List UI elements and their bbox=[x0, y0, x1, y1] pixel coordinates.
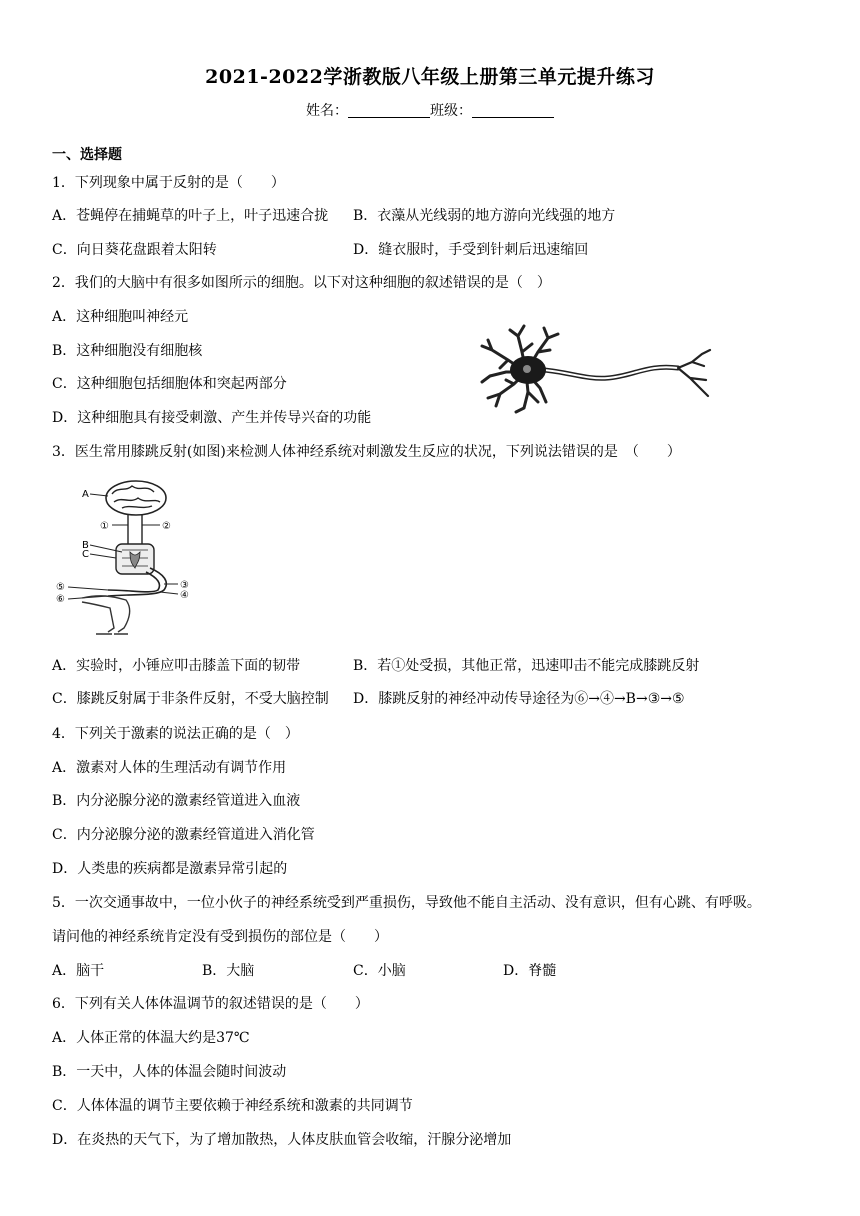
q1-stem: 1．下列现象中属于反射的是（ ） bbox=[52, 175, 285, 191]
class-label: 班级： bbox=[430, 103, 472, 119]
fig-label-c: C bbox=[82, 549, 89, 560]
name-label: 姓名： bbox=[306, 103, 348, 119]
fig-label-1: ① bbox=[100, 521, 109, 532]
neuron-figure bbox=[478, 322, 714, 414]
section-heading: 一、选择题 bbox=[52, 147, 122, 163]
q2-option-a[interactable]: A．这种细胞叫神经元 bbox=[52, 309, 189, 325]
q3-stem: 3．医生常用膝跳反射(如图)来检测人体神经系统对刺激发生反应的状况，下列说法错误的是 （ ） bbox=[52, 444, 681, 460]
q5-stem-line2: 请问他的神经系统肯定没有受到损伤的部位是（ ） bbox=[52, 929, 388, 945]
q1-option-a[interactable]: A．苍蝇停在捕蝇草的叶子上，叶子迅速合拢 bbox=[52, 208, 329, 224]
q2-stem: 2．我们的大脑中有很多如图所示的细胞。以下对这种细胞的叙述错误的是（ ） bbox=[52, 275, 551, 291]
fig-label-5: ⑤ bbox=[56, 582, 65, 593]
q2-option-c[interactable]: C．这种细胞包括细胞体和突起两部分 bbox=[52, 376, 287, 392]
name-blank[interactable] bbox=[348, 103, 430, 118]
q6-option-d[interactable]: D．在炎热的天气下，为了增加散热，人体皮肤血管会收缩，汗腺分泌增加 bbox=[52, 1132, 512, 1148]
q6-option-b[interactable]: B．一天中，人体的体温会随时间波动 bbox=[52, 1064, 287, 1080]
q4-option-c[interactable]: C．内分泌腺分泌的激素经管道进入消化管 bbox=[52, 827, 315, 843]
class-blank[interactable] bbox=[472, 103, 554, 118]
fig-label-a: A bbox=[82, 489, 89, 500]
q6-option-c[interactable]: C．人体体温的调节主要依赖于神经系统和激素的共同调节 bbox=[52, 1098, 413, 1114]
fig-label-4: ④ bbox=[180, 590, 189, 601]
q4-option-b[interactable]: B．内分泌腺分泌的激素经管道进入血液 bbox=[52, 793, 301, 809]
q3-option-a[interactable]: A．实验时，小锤应叩击膝盖下面的韧带 bbox=[52, 658, 301, 674]
page-title: 2021-2022学浙教版八年级上册第三单元提升练习 bbox=[205, 66, 655, 88]
fig-label-2: ② bbox=[162, 521, 171, 532]
q4-option-d[interactable]: D．人类患的疾病都是激素异常引起的 bbox=[52, 861, 288, 877]
q1-option-d[interactable]: D．缝衣服时，手受到针刺后迅速缩回 bbox=[353, 242, 589, 258]
q4-stem: 4．下列关于激素的说法正确的是（ ） bbox=[52, 726, 299, 742]
q3-option-c[interactable]: C．膝跳反射属于非条件反射，不受大脑控制 bbox=[52, 691, 329, 707]
q5-option-d[interactable]: D．脊髓 bbox=[503, 963, 557, 979]
q2-option-b[interactable]: B．这种细胞没有细胞核 bbox=[52, 343, 203, 359]
q3-option-d[interactable]: D．膝跳反射的神经冲动传导途径为⑥→④→B→③→⑤ bbox=[353, 691, 685, 707]
q5-option-c[interactable]: C．小脑 bbox=[353, 963, 406, 979]
fig-label-b: B bbox=[82, 540, 89, 551]
q5-option-b[interactable]: B．大脑 bbox=[202, 963, 255, 979]
fig-label-3: ③ bbox=[180, 580, 189, 591]
q6-stem: 6．下列有关人体体温调节的叙述错误的是（ ） bbox=[52, 996, 369, 1012]
q5-stem-line1: 5．一次交通事故中，一位小伙子的神经系统受到严重损伤，导致他不能自主活动、没有意识，但有心跳、有呼吸。 bbox=[52, 895, 761, 911]
q1-option-b[interactable]: B．衣藻从光线弱的地方游向光线强的地方 bbox=[353, 208, 616, 224]
fig-label-6: ⑥ bbox=[56, 594, 65, 605]
q4-option-a[interactable]: A．激素对人体的生理活动有调节作用 bbox=[52, 760, 287, 776]
q5-option-a[interactable]: A．脑干 bbox=[52, 963, 105, 979]
knee-reflex-figure bbox=[52, 478, 202, 636]
student-info-line bbox=[0, 100, 860, 120]
q1-option-c[interactable]: C．向日葵花盘跟着太阳转 bbox=[52, 242, 217, 258]
q2-option-d[interactable]: D．这种细胞具有接受刺激、产生并传导兴奋的功能 bbox=[52, 410, 372, 426]
q6-option-a[interactable]: A．人体正常的体温大约是37℃ bbox=[52, 1030, 250, 1046]
q3-option-b[interactable]: B．若①处受损，其他正常，迅速叩击不能完成膝跳反射 bbox=[353, 658, 700, 674]
